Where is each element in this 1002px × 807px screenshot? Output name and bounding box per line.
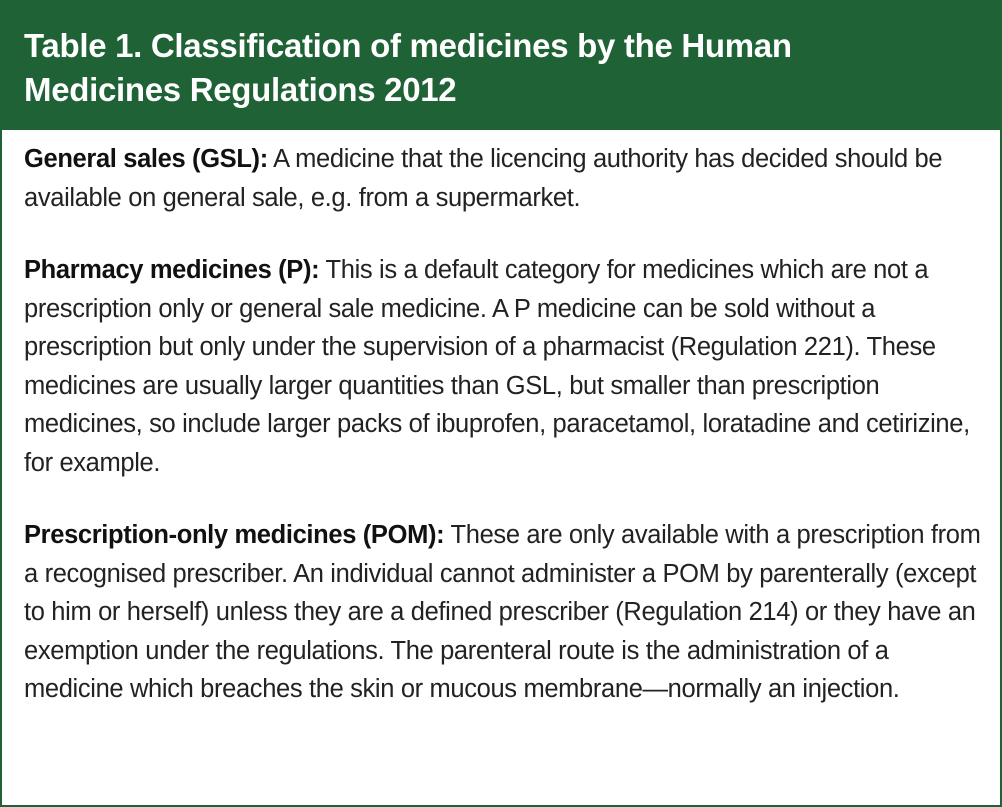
- table-header: [2, 2, 1000, 130]
- entry-pom: [24, 516, 984, 709]
- entry-pharmacy-term: Pharmacy medicines (P):: [24, 256, 320, 284]
- entry-pom-text: These are only available with a prescription from a recognised prescriber. An individual cannot administer a POM by parenterally (except to him or herself) unless they are a defined prescriber (Regulation 214) or they have an exemption under the regulations. The parenteral route is the administration of a medicine which breaches the skin or mucous membrane—normally an injection.: [24, 521, 981, 703]
- entry-gsl-text: A medicine that the licencing authority has decided should be available on general sale, e.g. from a supermarket.: [24, 145, 943, 212]
- entry-gsl: [24, 140, 984, 217]
- entry-pom-term: Prescription-only medicines (POM):: [24, 521, 445, 549]
- entry-pharmacy-text: This is a default category for medicines which are not a prescription only or general sale medicine. A P medicine can be sold without a prescription but only under the supervision of a pharmacist (Regulation 221). These medicines are usually larger quantities than GSL, but smaller than prescription medicines, so include larger packs of ibuprofen, paracetamol, loratadine and cetirizine, for example.: [24, 256, 970, 477]
- entry-gsl-term: General sales (GSL):: [24, 145, 268, 173]
- table-title-line-1: Table 1. Classification of medicines by the Human: [24, 27, 792, 64]
- table-title-line-2: Medicines Regulations 2012: [24, 71, 457, 108]
- table-title: [24, 24, 1000, 112]
- entry-pharmacy: [24, 251, 984, 482]
- table-body: [24, 140, 984, 743]
